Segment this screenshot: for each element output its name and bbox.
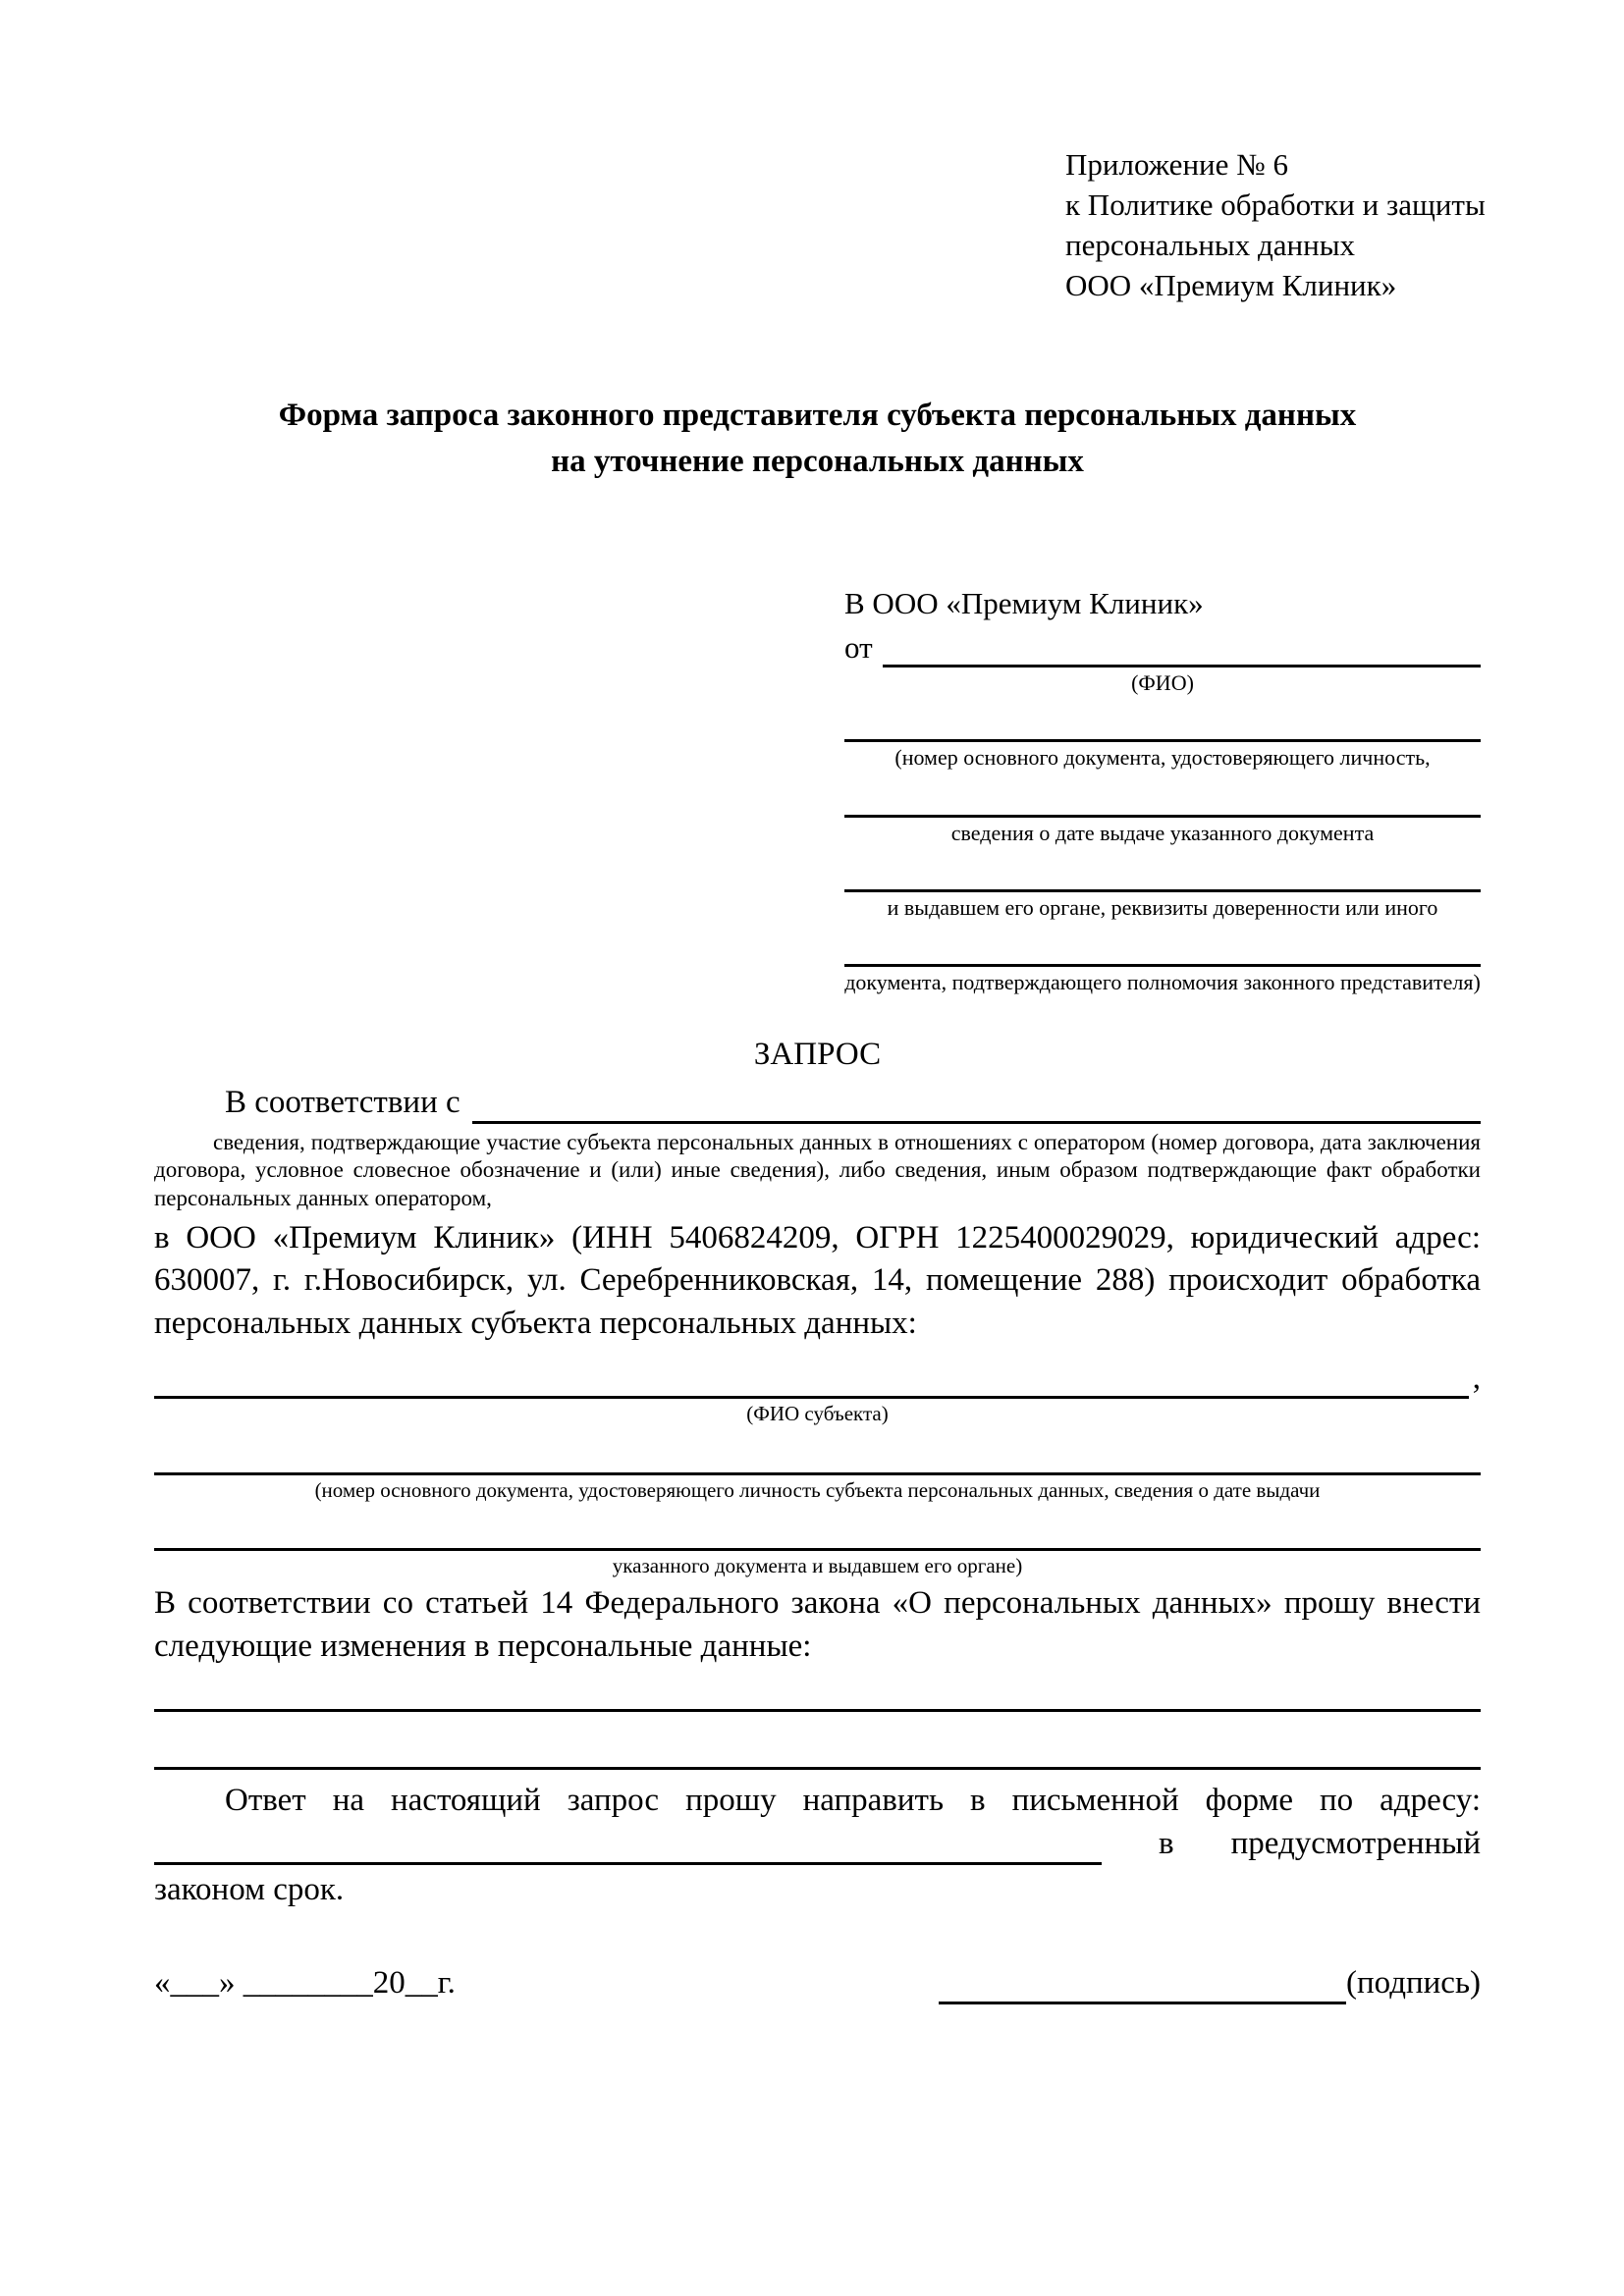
answer-address-row bbox=[154, 1822, 1481, 1865]
representative-doc-field-1 bbox=[844, 716, 1481, 771]
subject-fio-caption: (ФИО субъекта) bbox=[746, 1402, 889, 1426]
basis-row bbox=[154, 1082, 1481, 1124]
subject-fio-blank-line[interactable] bbox=[154, 1361, 1469, 1399]
basis-footnote: сведения, подтверждающие участие субъекта персональных данных в отношениях с оператором (номер договора, дата заключения договора, условное словесное обозначение и (или) иные сведения), либо сведения, иным образом подтверждающие факт обработки персональных данных оператором, bbox=[154, 1129, 1481, 1211]
subject-doc-blank-line-1[interactable] bbox=[154, 1439, 1481, 1475]
subject-doc-field-2 bbox=[154, 1515, 1481, 1578]
subject-fio-line-suffix: , bbox=[1472, 1360, 1481, 1396]
changes-blank-line-2[interactable] bbox=[154, 1712, 1481, 1770]
appendix-line-1: Приложение № 6 bbox=[1065, 147, 1288, 182]
representative-doc-caption-2: сведения о дате выдаче указанного документа bbox=[950, 820, 1375, 845]
representative-doc-caption-3: и выдавшем его органе, реквизиты доверенности или иного bbox=[887, 895, 1438, 921]
subject-doc-blank-line-2[interactable] bbox=[154, 1515, 1481, 1551]
request-heading: ЗАПРОС bbox=[753, 1036, 882, 1072]
representative-doc-field-4 bbox=[844, 940, 1481, 995]
operator-paragraph: в ООО «Премиум Клиник» (ИНН 5406824209, ОГРН 1225400029029, юридический адрес: 630007, г. г.Новосибирск, ул. Серебренниковская, 14, помещение 288) происходит обработка персональных данных субъекта персональных данных: bbox=[154, 1219, 1481, 1341]
changes-blank-line-1[interactable] bbox=[154, 1668, 1481, 1712]
representative-doc-blank-line-4[interactable] bbox=[844, 940, 1481, 967]
from-row bbox=[844, 628, 1481, 667]
subject-doc-field-1 bbox=[154, 1439, 1481, 1503]
representative-doc-field-3 bbox=[844, 866, 1481, 921]
law-paragraph: В соответствии со статьей 14 Федерального закона «О персональных данных» прошу внести следующие изменения в персональные данные: bbox=[154, 1584, 1481, 1664]
addressee-block bbox=[844, 584, 1481, 996]
representative-fio-blank-line[interactable] bbox=[883, 631, 1481, 667]
representative-doc-blank-line-1[interactable] bbox=[844, 716, 1481, 742]
appendix-line-4: ООО «Премиум Клиник» bbox=[1065, 267, 1397, 302]
date-field[interactable]: «___» ________20__г. bbox=[154, 1964, 456, 2001]
appendix-block bbox=[1065, 145, 1486, 306]
answer-tail: законом срок. bbox=[154, 1871, 345, 1907]
appendix-line-2: к Политике обработки и защиты bbox=[1065, 187, 1486, 222]
subject-fio-row bbox=[154, 1358, 1481, 1400]
signature-group bbox=[939, 1962, 1481, 2004]
appendix-line-3: персональных данных bbox=[1065, 227, 1356, 262]
representative-doc-blank-line-2[interactable] bbox=[844, 791, 1481, 818]
representative-doc-field-2 bbox=[844, 791, 1481, 846]
addressee-org: В ООО «Премиум Клиник» bbox=[844, 586, 1204, 621]
answer-word-stipulated: предусмотренный bbox=[1230, 1826, 1481, 1862]
representative-fio-caption: (ФИО) bbox=[1131, 669, 1194, 695]
answer-paragraph: Ответ на настоящий запрос прошу направить в письменной форме по адресу: bbox=[225, 1783, 1481, 1819]
form-title-line-2: на уточнение персональных данных bbox=[551, 444, 1084, 480]
subject-doc-caption-1: (номер основного документа, удостоверяющего личность субъекта персональных данных, сведения о дате выдачи bbox=[314, 1477, 1321, 1502]
basis-blank-line[interactable] bbox=[472, 1085, 1481, 1123]
footer-row bbox=[154, 1962, 1481, 2004]
signature-caption: (подпись) bbox=[1346, 1964, 1481, 2001]
representative-doc-caption-1: (номер основного документа, удостоверяющего личность, bbox=[894, 745, 1431, 771]
form-title-line-1: Форма запроса законного представителя субъекта персональных данных bbox=[278, 397, 1357, 433]
answer-address-blank-line[interactable] bbox=[154, 1827, 1102, 1865]
subject-doc-caption-2: указанного документа и выдавшем его органе) bbox=[612, 1553, 1023, 1577]
form-title bbox=[154, 393, 1481, 487]
from-label: от bbox=[844, 629, 873, 665]
answer-word-in: в bbox=[1159, 1826, 1174, 1862]
signature-blank-line[interactable] bbox=[939, 1965, 1346, 2003]
basis-label: В соответствии с bbox=[225, 1084, 460, 1120]
representative-doc-blank-line-3[interactable] bbox=[844, 866, 1481, 892]
representative-doc-caption-4: документа, подтверждающего полномочия законного представителя) bbox=[844, 970, 1481, 995]
